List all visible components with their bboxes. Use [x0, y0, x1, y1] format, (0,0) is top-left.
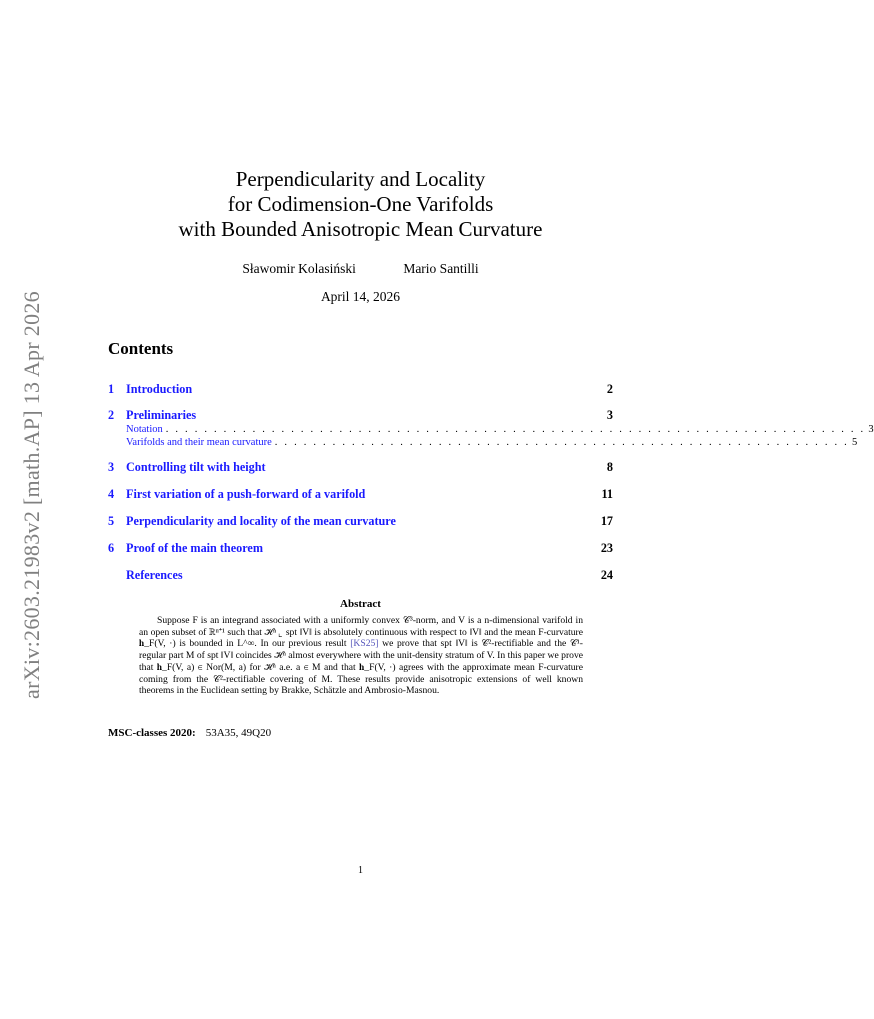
- arxiv-stamp: arXiv:2603.21983v2 [math.AP] 13 Apr 2026: [19, 291, 44, 699]
- toc-page: 2: [606, 382, 613, 396]
- toc-number: 4: [108, 487, 115, 501]
- toc-entry-perpendicularity[interactable]: [108, 514, 613, 530]
- title-line-1: Perpendicularity and Locality: [235, 167, 486, 191]
- title-line-2: for Codimension-One Varifolds: [227, 192, 494, 216]
- abstract-text: [139, 615, 583, 697]
- toc-page: 5: [851, 437, 858, 448]
- toc-number: 2: [108, 408, 115, 422]
- toc-page: 24: [600, 568, 613, 582]
- toc-title[interactable]: References: [126, 568, 183, 582]
- toc-entry-tilt[interactable]: [108, 460, 613, 476]
- msc-classes: [108, 727, 271, 739]
- abstract-part-2: we prove that spt ‖V‖ is 𝒞²-rectifiable and the 𝒞¹-regular part M of spt ‖V‖ coincides ℋⁿ almost everywhere with the unit-density stratum of V. In this paper we prove that 𝐡_F(V, a) ∈ Nor(M, a) for ℋⁿ a.e. a ∈ M and that 𝐡_F(V, ·) agrees with the approximate mean F-curvature coming from the 𝒞²-rectifiable covering of M. These results provide anisotropic extensions of well known theorems in the Euclidean setting by Brakke, Schätzle and Ambrosio-Masnou.: [139, 638, 583, 697]
- toc-entry-introduction[interactable]: [108, 382, 613, 398]
- toc-number: 6: [108, 541, 115, 555]
- msc-label: MSC-classes 2020:: [108, 727, 196, 739]
- toc-leader-dots: . . . . . . . . . . . . . . . . . . . . . . . . . . . . . . . . . . . . . . . . . . . . . . . . . . . . . . . . . . . .: [274, 437, 849, 448]
- toc-title[interactable]: Controlling tilt with height: [126, 460, 266, 474]
- page-number: 1: [358, 865, 363, 876]
- msc-value: 53A35, 49Q20: [205, 727, 272, 739]
- table-of-contents: [108, 382, 874, 584]
- toc-title[interactable]: Preliminaries: [126, 408, 197, 422]
- toc-page: 3: [868, 424, 874, 435]
- toc-subentry-notation[interactable]: [126, 424, 874, 437]
- toc-leader-dots: . . . . . . . . . . . . . . . . . . . . . . . . . . . . . . . . . . . . . . . . . . . . . . . . . . . . . . . . . . . . . . . . . . . . . . . . .: [165, 424, 866, 435]
- author-2: Mario Santilli: [403, 261, 479, 276]
- toc-entry-references[interactable]: [108, 568, 613, 584]
- toc-subtitle[interactable]: Varifolds and their mean curvature: [126, 437, 272, 448]
- paper-title: [0, 167, 721, 242]
- authors: [0, 261, 721, 277]
- toc-entry-proof[interactable]: [108, 541, 613, 557]
- toc-title[interactable]: Proof of the main theorem: [126, 541, 263, 555]
- toc-page: 8: [606, 460, 613, 474]
- title-line-3: with Bounded Anisotropic Mean Curvature: [178, 217, 543, 241]
- toc-subtitle[interactable]: Notation: [126, 424, 163, 435]
- toc-subentry-varifolds[interactable]: [126, 437, 858, 450]
- toc-title[interactable]: Introduction: [126, 382, 193, 396]
- date: April 14, 2026: [320, 289, 401, 304]
- toc-entry-preliminaries[interactable]: [108, 408, 613, 424]
- toc-title[interactable]: First variation of a push-forward of a varifold: [126, 487, 366, 501]
- toc-page: 3: [606, 408, 613, 422]
- toc-number: 1: [108, 382, 115, 396]
- toc-title[interactable]: Perpendicularity and locality of the mean curvature: [126, 514, 396, 528]
- contents-heading: Contents: [108, 339, 174, 358]
- toc-page: 17: [600, 514, 613, 528]
- abstract-part-1: Suppose F is an integrand associated with a uniformly convex 𝒞³-norm, and V is a n-dimensional varifold in an open subset of ℝⁿ⁺¹ such that ℋⁿ ⌞ spt ‖V‖ is absolutely continuous with respect to ‖V‖ and the mean F-curvature 𝐡_F(V, ·) is bounded in L^∞. In our previous result: [139, 615, 583, 650]
- toc-page: 23: [600, 541, 613, 555]
- toc-page: 11: [601, 487, 613, 501]
- citation-link[interactable]: [KS25]: [350, 638, 379, 650]
- abstract-heading: Abstract: [340, 598, 381, 610]
- author-1: Sławomir Kolasiński: [242, 261, 356, 276]
- toc-number: 3: [108, 460, 115, 474]
- toc-entry-first-variation[interactable]: [108, 487, 613, 503]
- toc-number: 5: [108, 514, 115, 528]
